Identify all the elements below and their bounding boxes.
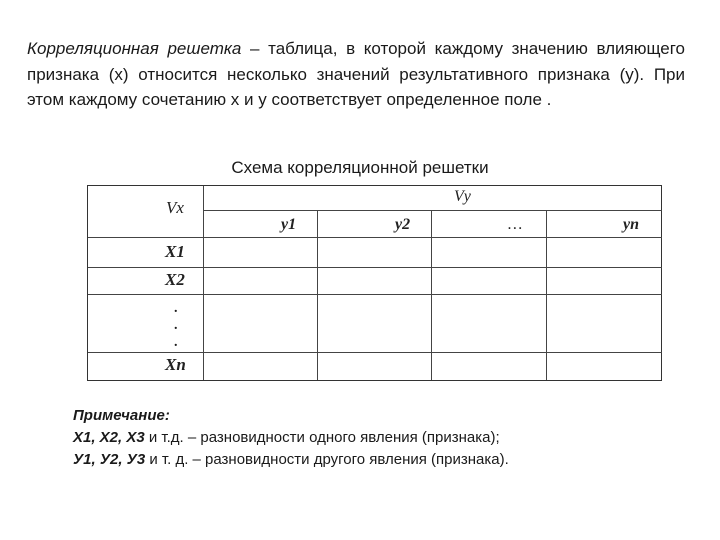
note-block	[73, 405, 693, 471]
definition-paragraph	[27, 36, 685, 113]
row-header-x1: Х1	[165, 242, 185, 261]
grid-line-h	[88, 352, 662, 353]
row-header-x2: Х2	[165, 270, 185, 289]
row-header-xn: Хn	[165, 355, 186, 374]
grid-line-h	[203, 210, 662, 211]
column-header-y2: у2	[395, 216, 411, 233]
grid-line-h	[88, 267, 662, 268]
vertical-ellipsis: . . .	[174, 301, 178, 350]
note-y-text: и т. д. – разновидности другого явления (признака).	[145, 451, 509, 468]
definition-term: Корреляционная решетка	[27, 39, 242, 58]
grid-line-h	[88, 237, 662, 238]
grid-line-v	[546, 210, 547, 380]
scheme-title: Схема корреляционной решетки	[231, 158, 489, 177]
note-x-text: и т.д. – разновидности одного явления (признака);	[144, 429, 500, 446]
column-header-yn: уn	[623, 216, 639, 233]
grid-line-v	[203, 186, 204, 380]
note-heading: Примечание:	[73, 407, 170, 424]
note-line-y	[73, 449, 693, 471]
vx-header: Vх	[166, 198, 184, 217]
column-header-y1: у1	[281, 216, 297, 233]
grid-line-v	[317, 210, 318, 380]
note-x-keys: Х1, Х2, Х3	[73, 429, 145, 446]
note-y-keys: У1, У2, У3	[73, 451, 146, 468]
note-line-x	[73, 427, 693, 449]
definition-text: – таблица, в которой каждому значению влияющего признака (х) относится несколько значений результативного признака (у). При этом каждому сочетанию х и у соответствует определенное поле .	[27, 39, 685, 109]
vy-header: Vу	[454, 188, 471, 205]
correlation-grid	[87, 185, 662, 381]
column-header-ellipsis: …	[508, 216, 523, 233]
grid-line-h	[88, 294, 662, 295]
grid-line-v	[431, 210, 432, 380]
